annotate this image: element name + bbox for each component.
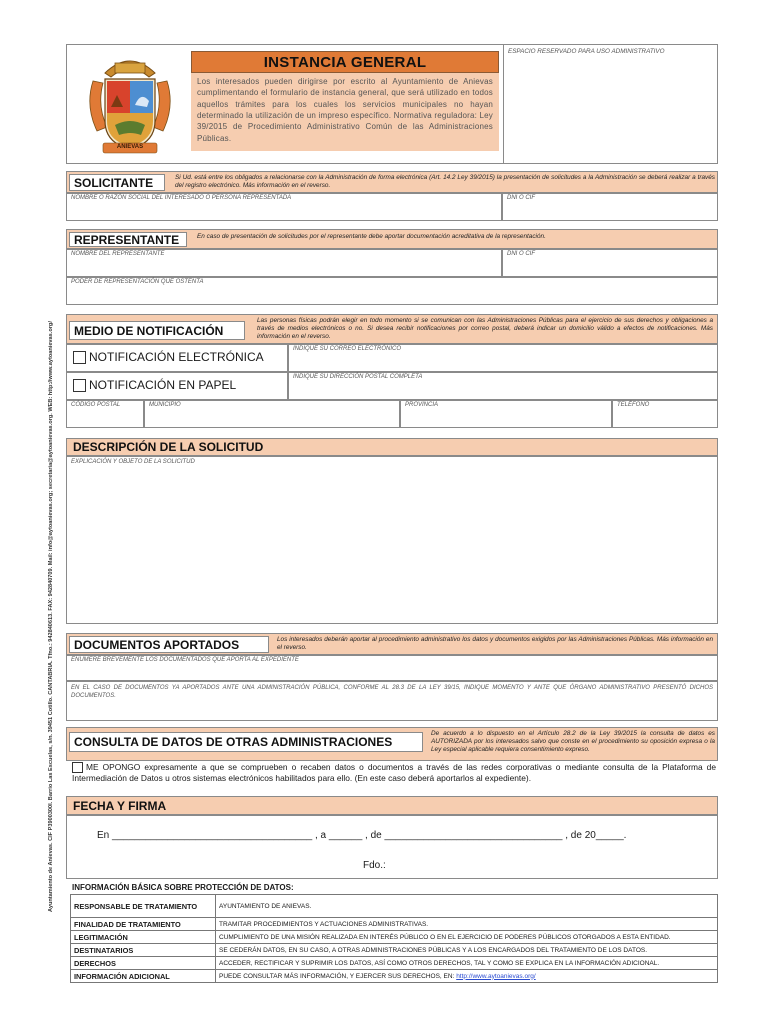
row-key: DESTINATARIOS	[71, 944, 216, 957]
provincia-label: PROVINCIA	[405, 402, 439, 408]
table-row	[71, 944, 718, 957]
telefono-field[interactable]	[612, 400, 718, 428]
consulta-title-box	[69, 732, 423, 752]
address-field[interactable]	[288, 372, 718, 400]
row-value: PUEDE CONSULTAR MÁS INFORMACIÓN, Y EJERCER SUS DERECHOS, EN:	[219, 972, 455, 980]
electronica-checkbox[interactable]	[73, 351, 86, 364]
representante-dni-field[interactable]	[502, 249, 718, 277]
admin-space-label: ESPACIO RESERVADO PARA USO ADMINISTRATIVO	[508, 48, 665, 55]
address-label: INDIQUE SU DIRECCIÓN POSTAL COMPLETA	[293, 374, 423, 380]
cp-field[interactable]	[66, 400, 144, 428]
descripcion-title: DESCRIPCIÓN DE LA SOLICITUD	[73, 440, 264, 454]
row-key: DERECHOS	[71, 957, 216, 970]
oppose-text: ME OPONGO expresamente a que se comprueben o recaben datos o documentos a través de las redes corporativas o mediante consulta de la Plataforma de Intermediación de Datos u otros sistemas electrónicos habilitados para ello. (En este caso deberá aportarlos al expediente).	[72, 762, 716, 784]
descripcion-textarea[interactable]	[66, 456, 718, 624]
municipio-field[interactable]	[144, 400, 400, 428]
solicitante-note: Si Ud. está entre los obligados a relacionarse con la Administración de forma electrónica (Art. 14.2 Ley 39/2015) la presentación de solicitudes a la Administración se deberá realizar a través del registro electrónico. Más información en el reverso.	[175, 174, 715, 189]
notificacion-title: MEDIO DE NOTIFICACIÓN	[74, 324, 224, 338]
representante-note: En caso de presentación de solicitudes por el representante debe aportar documentación acreditativa de la representación.	[197, 233, 546, 240]
row-value: SE CEDERÁN DATOS, EN SU CASO, A OTRAS ADMINISTRACIONES PÚBLICAS Y A LOS ENCARGADOS DEL TRATAMIENTO DE LOS DATOS.	[216, 944, 718, 957]
representante-name-label: NOMBRE DEL REPRESENTANTE	[71, 251, 165, 257]
aytoanievas-link[interactable]: http://www.aytoanievas.org/	[456, 972, 536, 980]
documentos-prev-label: EN EL CASO DE DOCUMENTOS YA APORTADOS ANTE UNA ADMINISTRACIÓN PÚBLICA, CONFORME AL 28.3 DE LA LEY 39/15, INDIQUE MOMENTO Y ANTE QUE ÓRGANO ADMINISTRATIVO PRESENTÓ DICHOS DOCUMENTOS.	[71, 685, 713, 700]
notificacion-title-box	[69, 321, 245, 340]
coat-of-arms-logo	[75, 51, 185, 159]
documentos-header	[66, 633, 718, 655]
row-key: INFORMACIÓN ADICIONAL	[71, 970, 216, 983]
representante-name-field[interactable]	[66, 249, 502, 277]
form-title: INSTANCIA GENERAL	[263, 54, 427, 71]
row-key: FINALIDAD DE TRATAMIENTO	[71, 918, 216, 931]
firma-date-line: En ____________________________________ , a ______ , de ________________________________ , de 20_____.	[97, 830, 627, 841]
solicitante-name-label: NOMBRE O RAZÓN SOCIAL DEL INTERESADO O PERSONA REPRESENTADA	[71, 195, 292, 201]
representante-title-box	[69, 232, 187, 247]
papel-label: NOTIFICACIÓN EN PAPEL	[89, 378, 237, 392]
solicitante-title-box	[69, 174, 165, 191]
row-value: AYUNTAMIENTO DE ANIEVAS.	[216, 895, 718, 918]
cp-label: CÓDIGO POSTAL	[71, 402, 121, 408]
intro-text: Los interesados pueden dirigirse por escrito al Ayuntamiento de Anievas cumplimentando el formulario de instancia general, que será utilizado en todos aquellos trámites para los cuales los servicios municipales no hayan determinado la utilización de un impreso específico. Normativa reguladora: Ley 39/2015 de Procedimiento Administrativo Común de las Administraciones Públicas.	[197, 77, 493, 143]
representante-title: REPRESENTANTE	[74, 233, 180, 247]
documentos-note: Los interesados deberán aportar al procedimiento administrativo los datos y documentos exigidos por las Administraciones Públicas. Más información en el reverso.	[277, 636, 713, 651]
firma-fdo: Fdo.:	[363, 860, 386, 871]
representante-poder-label: PODER DE REPRESENTACIÓN QUE OSTENTA	[71, 279, 204, 285]
proteccion-info-table	[70, 894, 718, 983]
telefono-label: TELÉFONO	[617, 402, 650, 408]
notificacion-papel-option[interactable]	[66, 372, 288, 400]
row-value: CUMPLIMIENTO DE UNA MISIÓN REALIZADA EN INTERÉS PÚBLICO O EN EL EJERCICIO DE PODERES PÚBLICOS OTORGADOS A ESTA ENTIDAD.	[216, 931, 718, 944]
email-label: INDIQUE SU CORREO ELECTRÓNICO	[293, 346, 402, 352]
row-value: ACCEDER, RECTIFICAR Y SUPRIMIR LOS DATOS, ASÍ COMO OTROS DERECHOS, TAL Y COMO SE EXPLICA EN LA INFORMACIÓN ADICIONAL.	[216, 957, 718, 970]
header-box	[66, 44, 718, 164]
crest-motto: ANIEVAS	[116, 144, 144, 150]
consulta-note: De acuerdo a lo dispuesto en el Artículo 28.2 de la Ley 39/2015 la consulta de datos es AUTORIZADA por los interesados salvo que conste en el procedimiento su oposición expresa o la Ley especial aplicable requiera consentimiento expreso.	[431, 730, 715, 753]
oppose-checkbox[interactable]	[72, 762, 83, 773]
documentos-list-field[interactable]	[66, 655, 718, 681]
proteccion-table	[70, 894, 718, 983]
notificacion-electronica-option[interactable]	[66, 344, 288, 372]
table-row	[71, 970, 718, 983]
firma-area[interactable]	[66, 815, 718, 879]
representante-dni-label: DNI O CIF	[507, 251, 535, 257]
provincia-field[interactable]	[400, 400, 612, 428]
documentos-prev-field[interactable]	[66, 681, 718, 721]
row-value: TRAMITAR PROCEDIMIENTOS Y ACTUACIONES ADMINISTRATIVAS.	[216, 918, 718, 931]
solicitante-dni-field[interactable]	[502, 193, 718, 221]
documentos-title-box	[69, 636, 269, 653]
descripcion-label: EXPLICACIÓN Y OBJETO DE LA SOLICITUD	[71, 459, 195, 465]
descripcion-header	[66, 438, 718, 456]
notificacion-electronica-row	[67, 345, 287, 369]
intro-text-box	[191, 73, 499, 151]
form-title-bar	[191, 51, 499, 73]
solicitante-dni-label: DNI O CIF	[507, 195, 535, 201]
consulta-title: CONSULTA DE DATOS DE OTRAS ADMINISTRACIONES	[74, 735, 393, 749]
row-key: LEGITIMACIÓN	[71, 931, 216, 944]
papel-checkbox[interactable]	[73, 379, 86, 392]
table-row	[71, 957, 718, 970]
table-row	[71, 895, 718, 918]
notificacion-note: Las personas físicas podrán elegir en todo momento si se comunican con las Administraciones Públicas para el ejercicio de sus derechos y obligaciones a través de medios electrónicos o no. Si desea recibir notificaciones por correo postal, deberá indicar un domicilio válido a efectos de notificaciones. Más información en el reverso.	[257, 317, 713, 340]
notificacion-papel-row	[67, 373, 287, 397]
solicitante-name-field[interactable]	[66, 193, 502, 221]
firma-title: FECHA Y FIRMA	[73, 799, 167, 813]
admin-space-area	[503, 45, 718, 164]
row-key: RESPONSABLE DE TRATAMIENTO	[71, 895, 216, 918]
row-value-cell	[216, 970, 718, 983]
solicitante-title: SOLICITANTE	[74, 176, 154, 190]
table-row	[71, 918, 718, 931]
documentos-title: DOCUMENTOS APORTADOS	[74, 638, 240, 652]
representante-header	[66, 229, 718, 249]
table-row	[71, 931, 718, 944]
email-field[interactable]	[288, 344, 718, 372]
consulta-header	[66, 727, 718, 761]
electronica-label: NOTIFICACIÓN ELECTRÓNICA	[89, 350, 264, 364]
side-contact-info: Ayuntamiento de Anievas. CIF P3900300I. Barrio Las Escuelas, s/n. 39451 Cotillo. CANTABRIA. Tfno.: 942840613. FAX: 942840709. Mail: info@aytoanievas.org; secretaria@aytoanievas.org. WEB: http://www.aytoanievas.org/	[48, 321, 54, 912]
proteccion-title: INFORMACIÓN BÁSICA SOBRE PROTECCIÓN DE DATOS:	[72, 883, 294, 892]
solicitante-header	[66, 171, 718, 193]
notificacion-header	[66, 314, 718, 344]
documentos-list-label: ENUMERE BREVEMENTE LOS DOCUMENTADOS QUE APORTA AL EXPEDIENTE	[71, 657, 299, 663]
municipio-label: MUNICIPIO	[149, 402, 181, 408]
consulta-oppose-option[interactable]	[72, 762, 716, 785]
firma-header	[66, 796, 718, 815]
representante-poder-field[interactable]	[66, 277, 718, 305]
